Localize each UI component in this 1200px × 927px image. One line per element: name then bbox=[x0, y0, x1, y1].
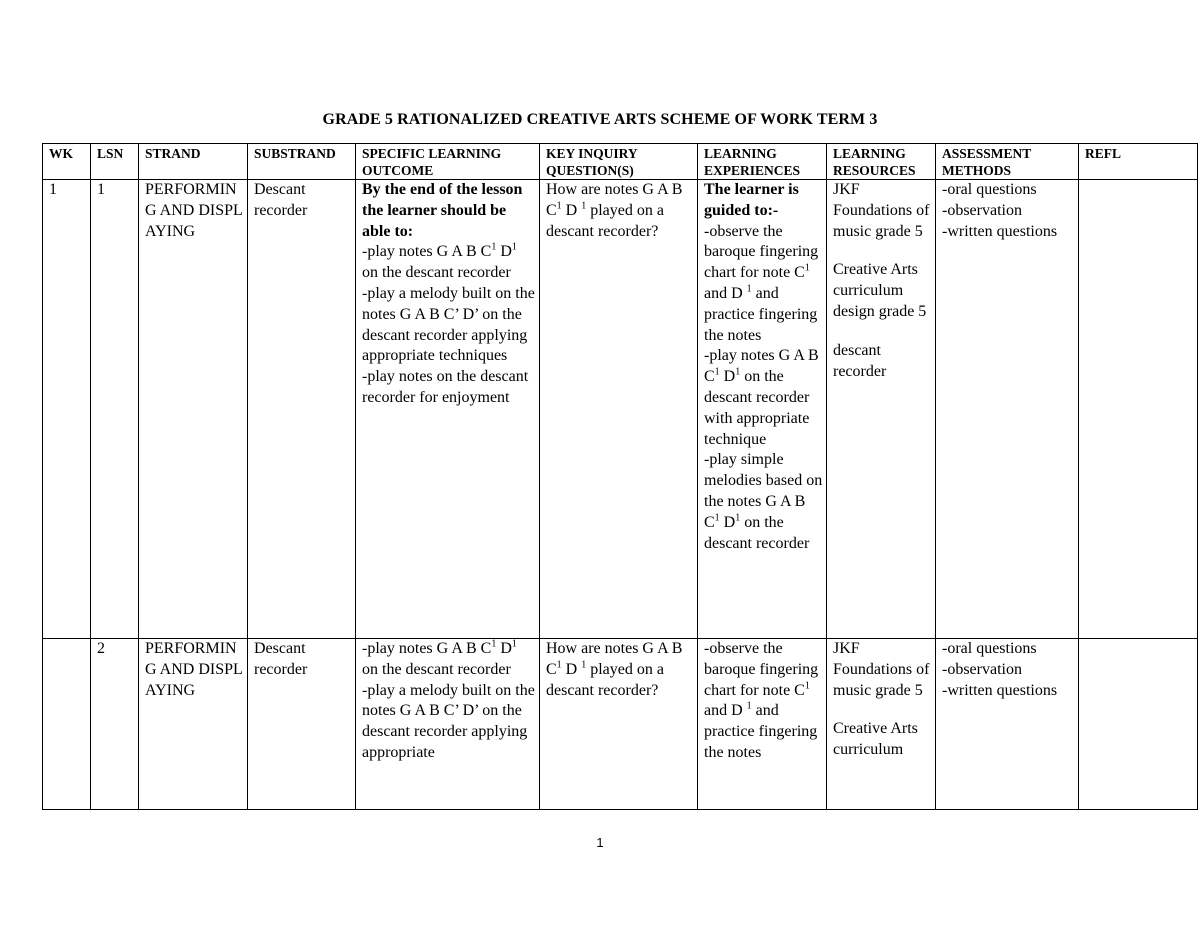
cell-key-inquiry-question: How are notes G A B $C^1$ D $^1$ played on a descant recorder? bbox=[540, 639, 698, 810]
cell-strand: PERFORMING AND DISPLAYING bbox=[139, 180, 248, 639]
header-substrand: SUBSTRAND bbox=[248, 144, 356, 180]
cell-learning-experiences bbox=[698, 639, 827, 810]
experiences-intro: The learner is guided to:- bbox=[704, 181, 799, 219]
scheme-of-work-table bbox=[42, 143, 1198, 810]
cell-specific-learning-outcome bbox=[356, 639, 540, 810]
experience-line: -play simple melodies based on the notes G A B $C^1$ $D^1$ on the descant recorder bbox=[704, 451, 823, 552]
assessment-item: -oral questions bbox=[942, 640, 1037, 657]
cell-key-inquiry-question: How are notes G A B $C^1$ D $^1$ played on a descant recorder? bbox=[540, 180, 698, 639]
assessment-item: -written questions bbox=[942, 681, 1058, 699]
outcome-line: -play notes on the descant recorder for enjoyment bbox=[362, 368, 529, 406]
cell-substrand: Descant recorder bbox=[248, 639, 356, 810]
cell-strand: PERFORMING AND DISPLAYING bbox=[139, 639, 248, 810]
header-lsn: LSN bbox=[91, 144, 139, 180]
outcome-line: -play notes G A B $C^1$ $D^1$ on the descant recorder bbox=[362, 639, 517, 678]
assessment-item: -oral questions bbox=[942, 181, 1037, 198]
header-specific-learning-outcome: SPECIFIC LEARNING OUTCOME bbox=[356, 144, 540, 180]
page-number: 1 bbox=[596, 835, 604, 850]
resource-item: Creative Arts curriculum design grade 5 bbox=[833, 261, 927, 320]
cell-specific-learning-outcome bbox=[356, 180, 540, 639]
header-strand: STRAND bbox=[139, 144, 248, 180]
cell-reflection bbox=[1079, 639, 1198, 810]
assessment-item: -observation bbox=[942, 201, 1022, 219]
header-learning-resources: LEARNING RESOURCES bbox=[827, 144, 936, 180]
cell-substrand: Descant recorder bbox=[248, 180, 356, 639]
cell-learning-resources bbox=[827, 639, 936, 810]
cell-reflection bbox=[1079, 180, 1198, 639]
assessment-item: -observation bbox=[942, 660, 1022, 678]
cell-learning-experiences bbox=[698, 180, 827, 639]
experience-line: -observe the baroque fingering chart for note $C^1$ and D $^1$ and practice fingering the notes bbox=[704, 222, 819, 344]
table-row bbox=[43, 639, 1198, 810]
header-learning-experiences: LEARNING EXPERIENCES bbox=[698, 144, 827, 180]
cell-lesson: 2 bbox=[91, 639, 139, 810]
cell-assessment-methods bbox=[936, 180, 1079, 639]
outcome-line: -play a melody built on the notes G A B C’ D’ on the descant recorder applying appropriate techniques bbox=[362, 284, 535, 365]
table-header-row bbox=[43, 144, 1198, 180]
header-assessment-methods: ASSESSMENT METHODS bbox=[936, 144, 1079, 180]
assessment-item: -written questions bbox=[942, 222, 1058, 240]
header-key-inquiry-questions: KEY INQUIRY QUESTION(S) bbox=[540, 144, 698, 180]
cell-week: 1 bbox=[43, 180, 91, 639]
table-row bbox=[43, 180, 1198, 639]
resource-item: JKF Foundations of music grade 5 bbox=[833, 640, 930, 699]
document-title: GRADE 5 RATIONALIZED CREATIVE ARTS SCHEME OF WORK TERM 3 bbox=[322, 111, 878, 128]
experience-line: -observe the baroque fingering chart for note $C^1$ and D $^1$ and practice fingering the notes bbox=[704, 640, 819, 761]
cell-week bbox=[43, 639, 91, 810]
cell-lesson: 1 bbox=[91, 180, 139, 639]
header-reflection: REFL bbox=[1079, 144, 1198, 180]
outcome-line: -play notes G A B $C^1$ $D^1$ on the descant recorder bbox=[362, 242, 517, 282]
resource-item: Creative Arts curriculum bbox=[833, 720, 918, 759]
resource-item: descant recorder bbox=[833, 341, 887, 380]
resource-item: JKF Foundations of music grade 5 bbox=[833, 181, 930, 240]
header-wk: WK bbox=[43, 144, 91, 180]
cell-assessment-methods bbox=[936, 639, 1079, 810]
outcome-intro: By the end of the lesson the learner should be able to: bbox=[362, 181, 523, 240]
outcome-line: -play a melody built on the notes G A B C’ D’ on the descant recorder applying appropriate bbox=[362, 681, 535, 761]
cell-learning-resources bbox=[827, 180, 936, 639]
experience-line: -play notes G A B $C^1$ $D^1$ on the descant recorder with appropriate technique bbox=[704, 347, 819, 448]
